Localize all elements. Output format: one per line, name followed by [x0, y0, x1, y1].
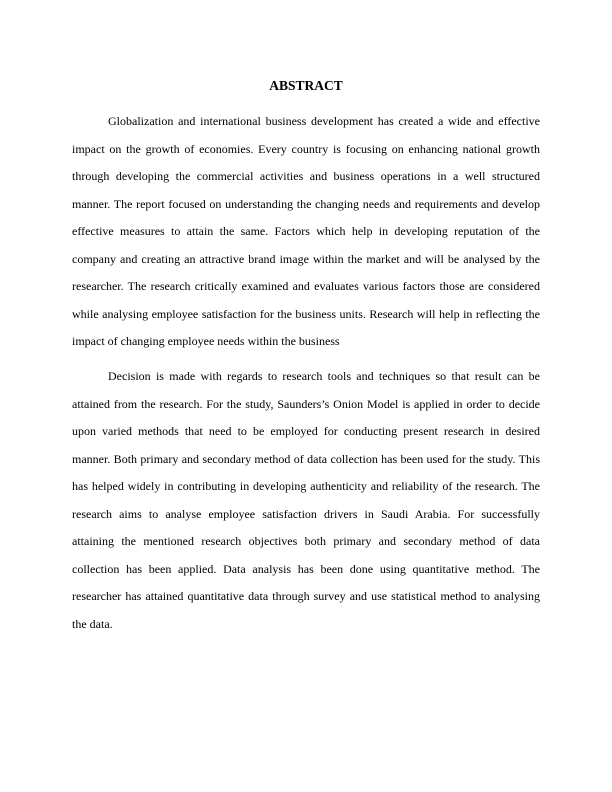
paragraph-line: attained from the research. For the study, Saunders’s Onion Model is applied in order to decide [72, 396, 540, 411]
paragraph-line: manner. Both primary and secondary method of data collection has been used for the study. This [72, 451, 540, 466]
paragraph-line: effective measures to attain the same. Factors which help in developing reputation of the [72, 224, 540, 238]
paragraph-line: impact on the growth of economies. Every country is focusing on enhancing national growth [72, 141, 540, 156]
paragraph-line: Decision is made with regards to research tools and techniques so that result can be [108, 369, 540, 383]
paragraph-line: research aims to analyse employee satisfaction drivers in Saudi Arabia. For successfully [72, 506, 540, 521]
paragraph-line: upon varied methods that need to be employed for conducting present research in desired [72, 424, 540, 438]
paragraph-line: manner. The report focused on understanding the changing needs and requirements and develop [72, 196, 540, 211]
paragraph-line: researcher. The research critically examined and evaluates various factors those are considered [72, 279, 540, 293]
paragraph-line: researcher has attained quantitative data through survey and use statistical method to analysing [72, 589, 540, 603]
paragraph-line: has helped widely in contributing in developing authenticity and reliability of the research. The [72, 479, 540, 493]
paragraph-line: collection has been applied. Data analysis has been done using quantitative method. The [72, 561, 540, 576]
abstract-heading: ABSTRACT [269, 78, 343, 93]
paragraph-line: the data. [72, 616, 113, 631]
paragraph-line: through developing the commercial activities and business operations in a well structured [72, 169, 540, 183]
paragraph-line: company and creating an attractive brand image within the market and will be analysed by the [72, 251, 540, 266]
abstract-paragraph-1 [72, 108, 540, 356]
abstract-paragraph-2 [72, 363, 540, 638]
paragraph-line: Globalization and international business development has created a wide and effective [108, 114, 540, 128]
paragraph-line: attaining the mentioned research objectives both primary and secondary method of data [72, 534, 540, 548]
paragraph-line: impact of changing employee needs within the business [72, 334, 340, 348]
paragraph-line: while analysing employee satisfaction for the business units. Research will help in reflecting the [72, 306, 540, 321]
